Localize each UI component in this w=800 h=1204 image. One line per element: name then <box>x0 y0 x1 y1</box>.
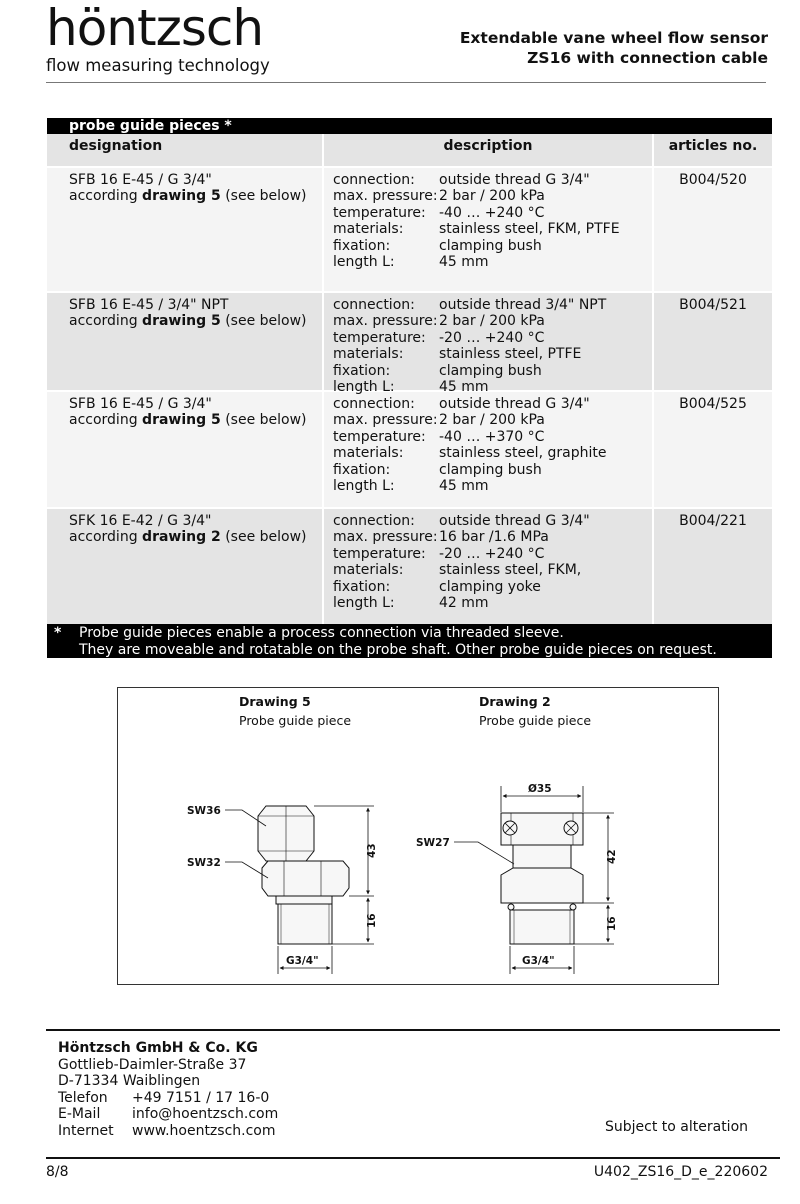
designation-cell <box>47 293 324 390</box>
probe-guide-table <box>47 118 772 658</box>
spec-value: outside thread G 3/4" <box>439 396 590 412</box>
spec-key: connection: <box>333 172 415 188</box>
footer-divider-top <box>46 1029 780 1031</box>
footnote-line-1: Probe guide pieces enable a process connection via threaded sleeve. <box>79 625 564 641</box>
article-number-cell: B004/520 <box>679 172 747 188</box>
spec-key: fixation: <box>333 578 391 595</box>
spec-line <box>333 238 652 254</box>
spec-line <box>333 346 652 362</box>
spec-value: -40 … +370 °C <box>439 428 545 445</box>
spec-line <box>333 363 652 379</box>
article-number-cell: B004/521 <box>679 297 747 313</box>
table-row <box>47 390 772 507</box>
according-suffix: (see below) <box>220 529 307 546</box>
spec-key: temperature: <box>333 204 426 221</box>
header-divider <box>46 82 766 83</box>
spec-key: connection: <box>333 513 415 529</box>
sw36-label: SW36 <box>187 805 221 817</box>
spec-line <box>333 462 652 478</box>
spec-value: outside thread G 3/4" <box>439 172 590 188</box>
spec-value: 2 bar / 200 kPa <box>439 188 545 205</box>
spec-line <box>333 595 652 611</box>
logo-tagline: flow measuring technology <box>46 56 270 75</box>
document-title <box>460 28 768 68</box>
spec-line <box>333 513 652 529</box>
article-number-cell: B004/221 <box>679 513 747 529</box>
spec-key: temperature: <box>333 545 426 562</box>
spec-value: 2 bar / 200 kPa <box>439 412 545 429</box>
spec-key: length L: <box>333 478 395 495</box>
table-header-row <box>47 134 772 166</box>
spec-key: connection: <box>333 297 415 313</box>
dim-42-label: 42 <box>606 849 618 864</box>
spec-value: clamping bush <box>439 461 542 478</box>
footnote-marker: * <box>54 625 62 641</box>
spec-value: 45 mm <box>439 478 489 495</box>
company-street: Gottlieb-Daimler-Straße 37 <box>58 1056 247 1073</box>
spec-value: 16 bar /1.6 MPa <box>439 529 549 546</box>
subject-to-alteration: Subject to alteration <box>605 1119 749 1135</box>
spec-line <box>333 445 652 461</box>
spec-value: stainless steel, FKM, <box>439 562 582 579</box>
spec-line <box>333 205 652 221</box>
spec-value: -40 … +240 °C <box>439 204 545 221</box>
according-prefix: according <box>69 188 143 205</box>
sw32-nut <box>262 861 349 896</box>
spec-line <box>333 429 652 445</box>
contact-value[interactable]: www.hoentzsch.com <box>132 1122 276 1139</box>
spec-key: fixation: <box>333 461 391 478</box>
spec-key: fixation: <box>333 362 391 379</box>
spec-key: materials: <box>333 221 404 238</box>
designation-text: SFB 16 E-45 / G 3/4" <box>69 172 212 188</box>
designation-text: SFK 16 E-42 / G 3/4" <box>69 513 212 529</box>
sw27-label: SW27 <box>416 837 450 849</box>
spec-key: materials: <box>333 562 404 579</box>
spec-key: length L: <box>333 379 395 396</box>
spec-key: max. pressure: <box>333 412 438 429</box>
dim-16-label-d5: 16 <box>366 913 378 928</box>
title-line-2: ZS16 with connection cable <box>527 49 768 67</box>
according-prefix: according <box>69 412 143 429</box>
according-prefix: according <box>69 529 143 546</box>
spec-value: stainless steel, PTFE <box>439 346 582 363</box>
spec-value: clamping bush <box>439 237 542 254</box>
spec-value: 2 bar / 200 kPa <box>439 313 545 330</box>
spec-line <box>333 297 652 313</box>
spec-value: -20 … +240 °C <box>439 545 545 562</box>
spec-line <box>333 330 652 346</box>
drawing-reference: drawing 5 <box>142 412 221 429</box>
company-name: Höntzsch GmbH & Co. KG <box>58 1040 258 1056</box>
table-footnote <box>47 624 772 658</box>
spec-value: 42 mm <box>439 595 489 612</box>
spec-key: fixation: <box>333 237 391 254</box>
title-line-1: Extendable vane wheel flow sensor <box>459 29 768 47</box>
spec-key: max. pressure: <box>333 313 438 330</box>
spec-value: -20 … +240 °C <box>439 329 545 346</box>
spec-value: outside thread G 3/4" <box>439 513 590 529</box>
contact-phone <box>58 1090 278 1107</box>
designation-text: SFB 16 E-45 / G 3/4" <box>69 396 212 412</box>
spec-key: max. pressure: <box>333 529 438 546</box>
spec-key: length L: <box>333 254 395 271</box>
thread-label-d2: G3/4" <box>522 955 555 967</box>
spec-line <box>333 221 652 237</box>
sw32-label: SW32 <box>187 857 221 869</box>
article-number-cell: B004/525 <box>679 396 747 412</box>
designation-cell <box>47 392 324 507</box>
spec-line <box>333 188 652 204</box>
drawing-panel <box>117 687 719 985</box>
description-cell <box>324 293 654 396</box>
company-logo <box>46 2 270 75</box>
thread-stub <box>278 904 332 944</box>
footnote-line-2: They are moveable and rotatable on the probe shaft. Other probe guide pieces on request. <box>79 641 717 658</box>
company-address <box>58 1040 278 1139</box>
contact-web <box>58 1123 278 1140</box>
contact-label: E-Mail <box>58 1106 101 1122</box>
table-row <box>47 507 772 624</box>
spec-line <box>333 254 652 270</box>
column-header-article: articles no. <box>668 138 758 154</box>
spec-line <box>333 562 652 578</box>
contact-email <box>58 1106 278 1123</box>
contact-value: +49 7151 / 17 16-0 <box>132 1089 270 1106</box>
body <box>501 868 583 903</box>
according-text <box>69 529 322 545</box>
according-suffix: (see below) <box>220 313 307 330</box>
spec-value: stainless steel, FKM, PTFE <box>439 221 620 238</box>
table-row <box>47 166 772 291</box>
according-prefix: according <box>69 313 143 330</box>
document-code: U402_ZS16_D_e_220602 <box>593 1164 768 1180</box>
spec-value: clamping bush <box>439 362 542 379</box>
spec-value: outside thread 3/4" NPT <box>439 297 607 313</box>
spec-line <box>333 546 652 562</box>
collar <box>276 896 332 904</box>
spec-key: length L: <box>333 595 395 612</box>
according-text <box>69 188 322 204</box>
column-header-description: description <box>324 134 654 166</box>
spec-line <box>333 396 652 412</box>
table-section-title: probe guide pieces * <box>47 118 772 134</box>
designation-cell <box>47 509 324 624</box>
contact-label: Internet <box>58 1122 114 1139</box>
footer-divider-bottom <box>46 1157 780 1159</box>
table-row <box>47 291 772 396</box>
according-suffix: (see below) <box>220 188 307 205</box>
spec-value: clamping yoke <box>439 578 541 595</box>
drawing-reference: drawing 5 <box>142 188 221 205</box>
description-cell <box>324 509 654 624</box>
contact-label: Telefon <box>58 1089 108 1106</box>
according-suffix: (see below) <box>220 412 307 429</box>
spec-key: materials: <box>333 445 404 462</box>
according-text <box>69 313 322 329</box>
drawing-2-title: Drawing 2 <box>479 694 551 709</box>
dim-43-label: 43 <box>366 843 378 858</box>
designation-text: SFB 16 E-45 / 3/4" NPT <box>69 297 229 313</box>
drawing-5-subtitle: Probe guide piece <box>239 713 352 728</box>
drawing-reference: drawing 2 <box>142 529 221 546</box>
spec-key: connection: <box>333 396 415 412</box>
thread-stub-d2 <box>510 910 574 944</box>
description-cell <box>324 168 654 291</box>
thread-label-d5: G3/4" <box>286 955 319 967</box>
column-header-designation: designation <box>47 134 324 166</box>
designation-cell <box>47 168 324 291</box>
spec-value: 45 mm <box>439 254 489 271</box>
drawing-2-figure <box>501 813 583 944</box>
contact-value[interactable]: info@hoentzsch.com <box>132 1106 279 1122</box>
spec-line <box>333 529 652 545</box>
description-cell <box>324 392 654 507</box>
page-number: 8/8 <box>46 1164 69 1180</box>
according-text <box>69 412 322 428</box>
drawing-5-title: Drawing 5 <box>239 694 311 709</box>
spec-line <box>333 478 652 494</box>
diameter-label: Ø35 <box>528 783 552 795</box>
dim-16-label-d2: 16 <box>606 916 618 931</box>
spec-key: max. pressure: <box>333 188 438 205</box>
spec-line <box>333 172 652 188</box>
spec-key: temperature: <box>333 329 426 346</box>
spec-line <box>333 313 652 329</box>
spec-key: temperature: <box>333 428 426 445</box>
spec-line <box>333 412 652 428</box>
company-city: D-71334 Waiblingen <box>58 1073 201 1089</box>
drawing-2-subtitle: Probe guide piece <box>479 713 592 728</box>
spec-line <box>333 579 652 595</box>
drawing-reference: drawing 5 <box>142 313 221 330</box>
spec-value: stainless steel, graphite <box>439 445 607 462</box>
logo-wordmark: höntzsch <box>46 0 264 57</box>
drawing-5-figure <box>258 806 349 944</box>
spec-key: materials: <box>333 346 404 363</box>
technical-drawing-svg <box>118 688 720 986</box>
spec-value: 45 mm <box>439 379 489 396</box>
